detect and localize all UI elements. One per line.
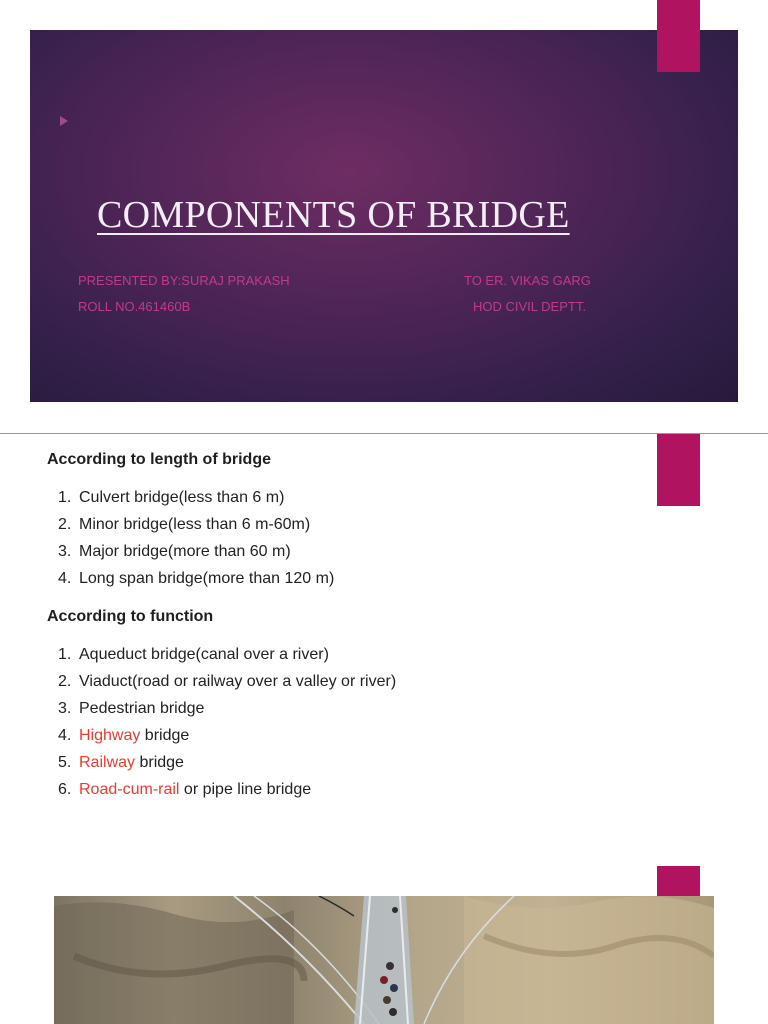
accent-tab xyxy=(657,0,700,72)
arrow-bullet-icon xyxy=(60,116,68,126)
slide-title: COMPONENTS OF BRIDGE xyxy=(97,194,570,236)
list-item: 3. Major bridge(more than 60 m) xyxy=(58,543,291,560)
title-slide xyxy=(0,0,768,432)
bridge-photo-slide xyxy=(0,866,768,1024)
glass-bridge-photo xyxy=(54,896,714,1024)
title-panel xyxy=(30,30,738,402)
list-item: 2. Viaduct(road or railway over a valley or river) xyxy=(58,673,397,690)
recipient-name: TO ER. VIKAS GARG xyxy=(464,273,591,288)
list-item: 6. Road-cum-rail or pipe line bridge xyxy=(58,781,312,798)
length-heading: According to length of bridge xyxy=(47,451,271,468)
recipient-designation: HOD CIVIL DEPTT. xyxy=(473,299,586,314)
function-list xyxy=(58,641,396,803)
list-item: 1. Culvert bridge(less than 6 m) xyxy=(58,489,285,506)
length-list xyxy=(58,484,334,592)
list-item: 4. Long span bridge(more than 120 m) xyxy=(58,570,335,587)
list-item: 2. Minor bridge(less than 6 m-60m) xyxy=(58,516,311,533)
list-item: 5. Railway bridge xyxy=(58,754,184,771)
list-item: 4. Highway bridge xyxy=(58,727,190,744)
bridge-types-slide xyxy=(0,433,768,866)
list-item: 1. Aqueduct bridge(canal over a river) xyxy=(58,646,329,663)
accent-tab xyxy=(657,434,700,506)
function-heading: According to function xyxy=(47,608,214,625)
roll-number: ROLL NO.461460B xyxy=(78,299,191,314)
accent-tab xyxy=(657,866,700,896)
bridge-illustration xyxy=(54,896,714,1024)
list-item: 3. Pedestrian bridge xyxy=(58,700,205,717)
presenter-name: PRESENTED BY:SURAJ PRAKASH xyxy=(78,273,290,288)
